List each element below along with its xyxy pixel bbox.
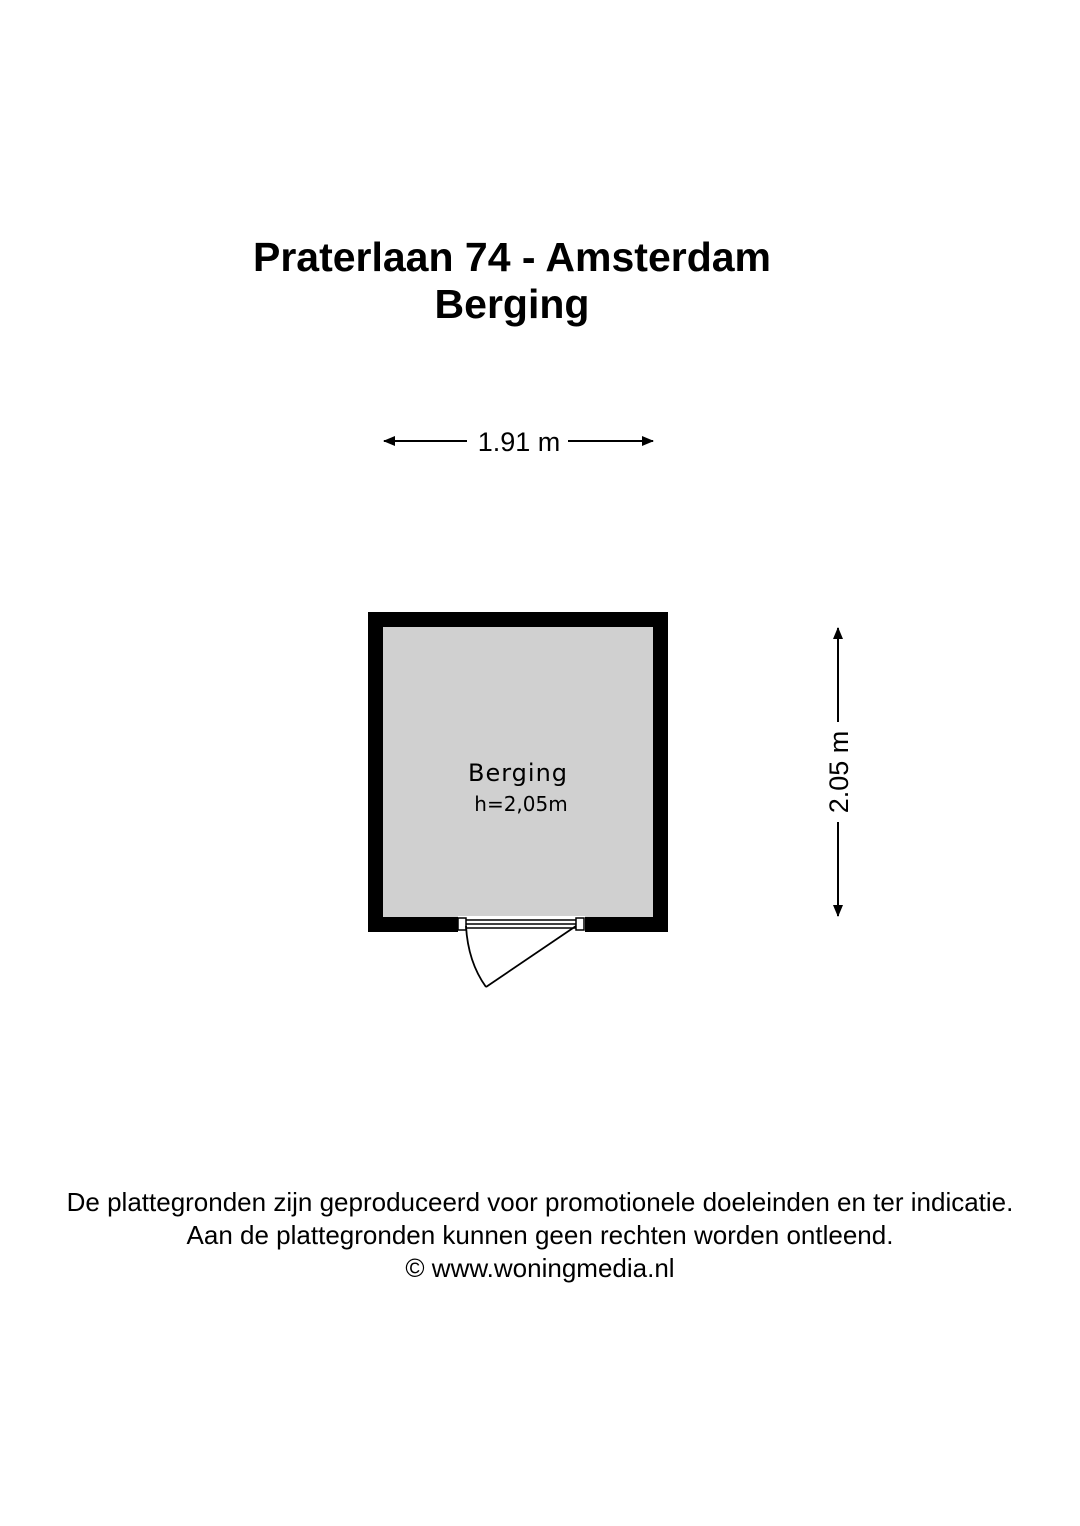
depth-dimension [824, 628, 854, 916]
depth-dimension-label: 2.05 m [824, 730, 854, 814]
door-leaf [486, 926, 576, 987]
room-name-label: Berging [467, 759, 569, 787]
width-dimension-label: 1.91 m [477, 427, 561, 457]
door-jamb-left [458, 918, 466, 930]
disclaimer-line-2: Aan de plattegronden kunnen geen rechten worden ontleend. [186, 1220, 894, 1250]
disclaimer-line-1: De plattegronden zijn geproduceerd voor promotionele doeleinden en ter indicatie. [66, 1187, 1014, 1217]
room-berging [368, 612, 668, 987]
room-height-label: h=2,05m [474, 792, 568, 816]
floor-title: Berging [434, 281, 590, 327]
address-title: Praterlaan 74 - Amsterdam [252, 234, 772, 280]
door-jamb-right [576, 918, 584, 930]
width-dimension [384, 427, 653, 457]
door-swing-arc [466, 926, 486, 987]
copyright-line: © www.woningmedia.nl [405, 1253, 675, 1283]
disclaimer-footer [0, 1186, 1080, 1285]
